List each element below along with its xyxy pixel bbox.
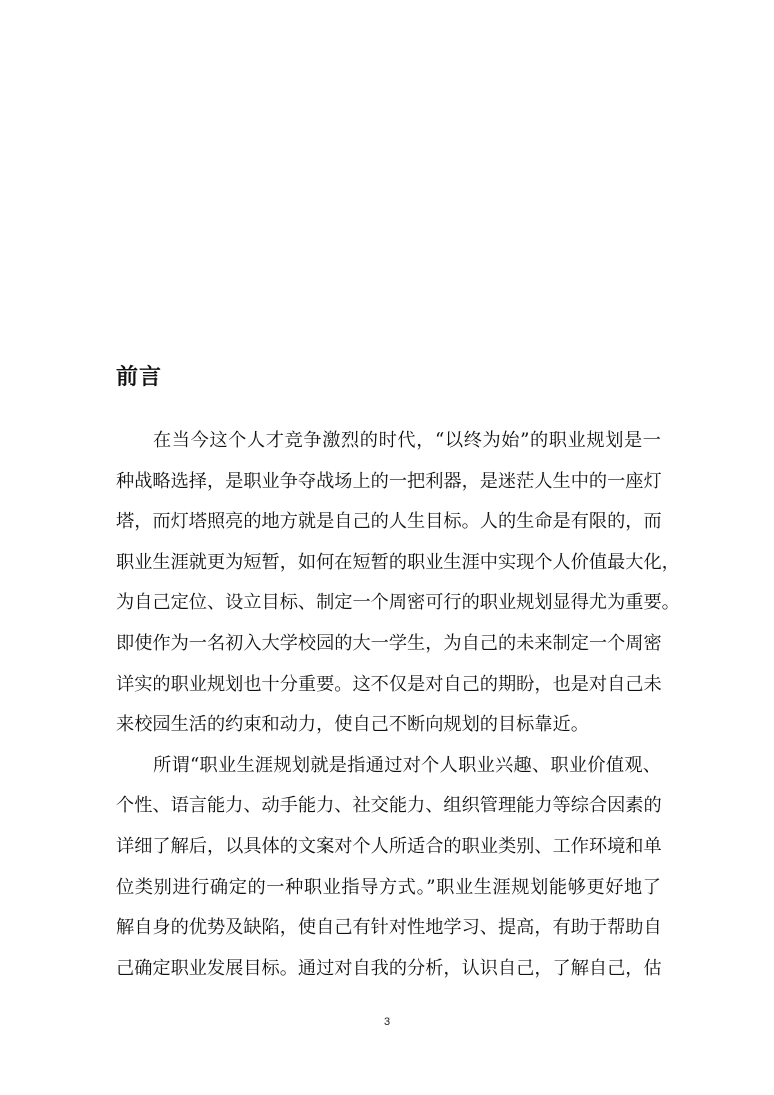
text-line: 详细了解后，以具体的文案对个人所适合的职业类别、工作环境和单 <box>116 835 662 857</box>
text-line: 种战略选择，是职业争夺战场上的一把利器，是迷茫人生中的一座灯 <box>116 470 662 492</box>
text-line: 即使作为一名初入大学校园的大一学生，为自己的未来制定一个周密 <box>116 632 662 654</box>
text-line: 详实的职业规划也十分重要。这不仅是对自己的期盼，也是对自己未 <box>116 673 662 695</box>
text-line: 所谓“职业生涯规划就是指通过对个人职业兴趣、职业价值观、 <box>153 754 661 776</box>
text-line: 来校园生活的约束和动力，使自己不断向规划的目标靠近。 <box>116 714 589 736</box>
body-text <box>116 421 680 989</box>
text-line: 塔，而灯塔照亮的地方就是自己的人生目标。人的生命是有限的，而 <box>116 511 662 533</box>
text-line: 解自身的优势及缺陷，使自己有针对性地学习、提高，有助于帮助自 <box>116 917 662 939</box>
text-line: 职业生涯就更为短暂，如何在短暂的职业生涯中实现个人价值最大化， <box>116 551 680 573</box>
page-number: 3 <box>383 1016 391 1028</box>
text-line: 个性、语言能力、动手能力、社交能力、组织管理能力等综合因素的 <box>116 795 662 817</box>
text-line: 位类别进行确定的一种职业指导方式。”职业生涯规划能够更好地了 <box>116 876 661 898</box>
paragraph <box>116 746 661 990</box>
paragraph <box>116 421 680 746</box>
text-line: 为自己定位、设立目标、制定一个周密可行的职业规划显得尤为重要。 <box>116 592 680 614</box>
text-line: 在当今这个人才竞争激烈的时代，“以终为始”的职业规划是一 <box>153 430 661 451</box>
section-heading: 前言 <box>116 365 163 390</box>
text-line: 己确定职业发展目标。通过对自我的分析，认识自己，了解自己，估 <box>116 957 662 979</box>
